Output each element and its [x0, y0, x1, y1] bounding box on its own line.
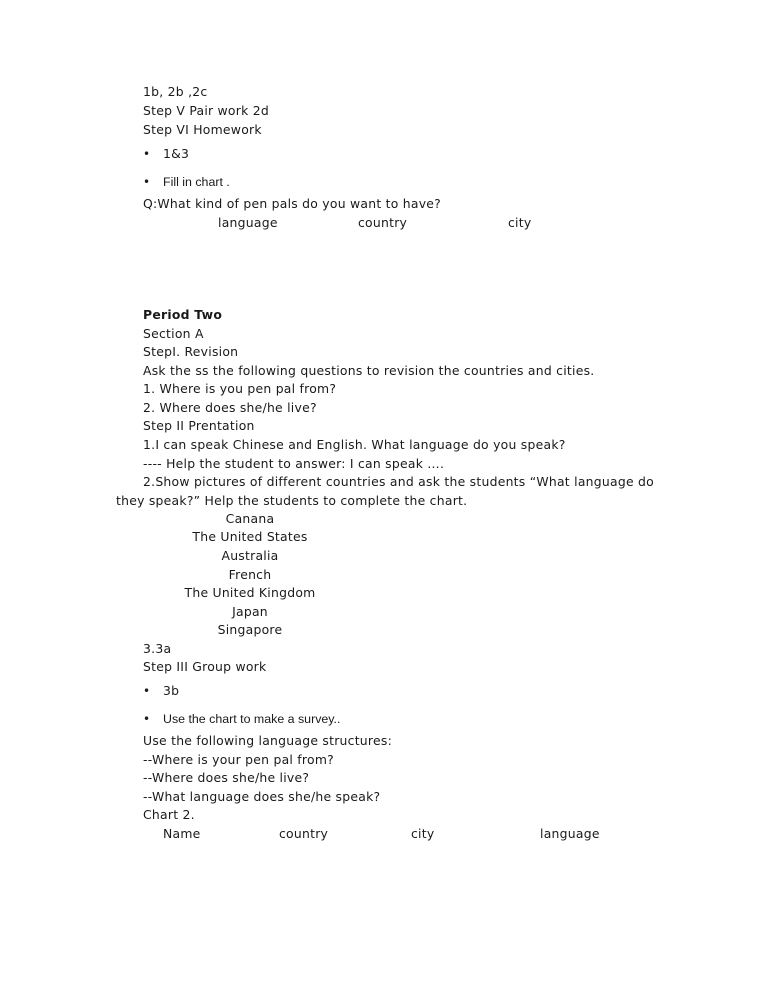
step-heading: Step V Pair work 2d: [143, 103, 269, 118]
country-item: Japan: [232, 604, 268, 619]
country-item: The United States: [192, 529, 308, 544]
text-line: 1.I can speak Chinese and English. What language do you speak?: [143, 437, 566, 452]
bullet-icon: •: [143, 175, 151, 189]
chart2-header-city: city: [411, 826, 435, 841]
text-line: 3.3a: [143, 641, 172, 656]
paragraph: 2.Show pictures of different countries and ask the students “What language do they speak?” Help the students to complete the chart.: [116, 474, 654, 508]
chart2-header-name: Name: [163, 826, 201, 841]
country-item: Canana: [225, 511, 275, 526]
bullet-text: Fill in chart .: [163, 175, 230, 189]
bullet-text: 1&3: [163, 146, 190, 161]
chart2-header-language: language: [540, 826, 600, 841]
question-line: 2. Where does she/he live?: [143, 400, 317, 415]
chart-header-city: city: [508, 215, 532, 230]
country-item: The United Kingdom: [184, 585, 316, 600]
text-line: ---- Help the student to answer: I can speak ….: [143, 456, 445, 471]
question-line: 1. Where is you pen pal from?: [143, 381, 337, 396]
chart-header-country: country: [358, 215, 408, 230]
step-heading: StepI. Revision: [143, 344, 239, 359]
bullet-text: Use the chart to make a survey..: [163, 712, 341, 726]
text-line: 1b, 2b ,2c: [143, 84, 208, 99]
step-heading: Step II Prentation: [143, 418, 255, 433]
text-line: Ask the ss the following questions to revision the countries and cities.: [143, 363, 595, 378]
country-item: Australia: [221, 548, 279, 563]
text-line: Use the following language structures:: [143, 733, 392, 748]
structure-line: --What language does she/he speak?: [143, 789, 381, 804]
structure-line: --Where is your pen pal from?: [143, 752, 334, 767]
bullet-icon: •: [143, 712, 151, 726]
chart-header-language: language: [218, 215, 278, 230]
period-title: Period Two: [143, 307, 223, 322]
bullet-icon: •: [143, 684, 151, 698]
country-item: Singapore: [217, 622, 283, 637]
chart-label: Chart 2.: [143, 807, 195, 822]
step-heading: Step III Group work: [143, 659, 267, 674]
bullet-text: 3b: [163, 683, 180, 698]
section-heading: Section A: [143, 326, 204, 341]
step-heading: Step VI Homework: [143, 122, 262, 137]
question-text: Q:What kind of pen pals do you want to have?: [143, 196, 441, 211]
structure-line: --Where does she/he live?: [143, 770, 310, 785]
chart2-header-country: country: [279, 826, 329, 841]
country-item: French: [228, 567, 272, 582]
bullet-icon: •: [143, 147, 151, 161]
